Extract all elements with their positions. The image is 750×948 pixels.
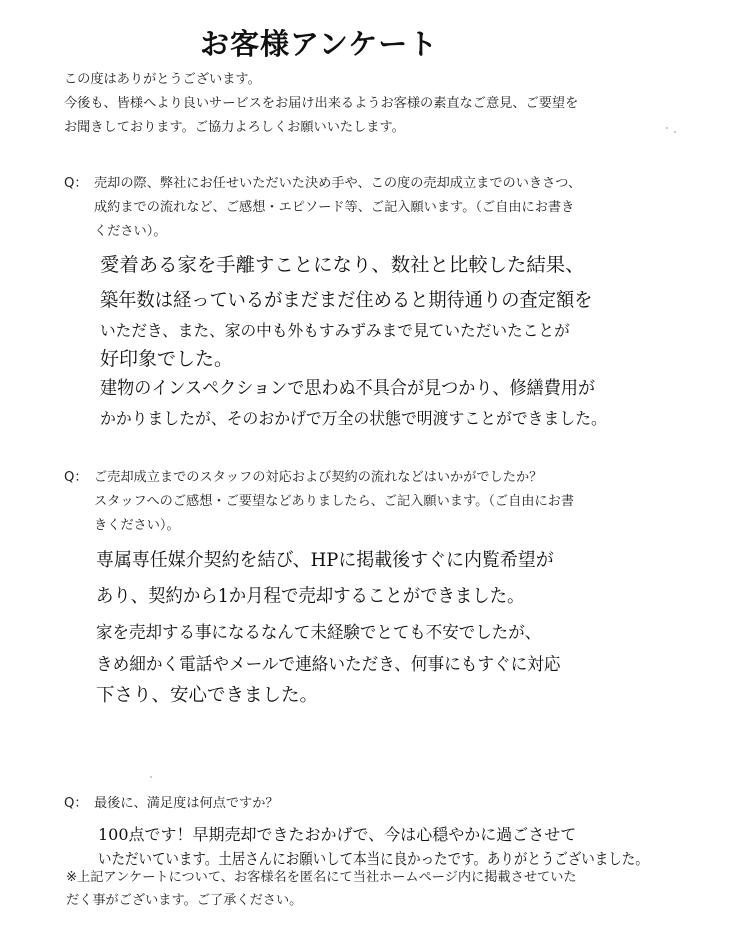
question-marker: Q：: [64, 796, 88, 811]
question-line: ください）。: [94, 224, 167, 239]
question-line: 売却の際、弊社にお任せいただいた決め手や、この度の売却成立までのいきさつ、: [94, 176, 582, 191]
intro-line: この度はありがとうございます。: [64, 72, 261, 87]
question-line: 成約までの流れなど、ご感想・エピソード等、ご記入願います。（ご自由にお書き: [94, 200, 575, 215]
scan-speck: [150, 776, 152, 778]
page-title: お客様アンケート: [200, 27, 439, 61]
footnote-line: ※上記アンケートについて、お客様名を匿名にて当社ホームページ内に掲載させていた: [66, 870, 577, 885]
question-3: [64, 792, 664, 816]
question-line: ご売却成立までのスタッフの対応および契約の流れなどはいかがでしたか？: [94, 470, 543, 485]
answer-3-line: いただいています。土居さんにお願いして本当に良かったです。ありがとうございました。: [98, 850, 649, 868]
question-line: スタッフへのご感想・ご要望などありましたら、ご記入願います。（ご自由にお書: [94, 494, 575, 509]
scan-speck: [674, 131, 676, 133]
answer-1-line: 築年数は経っているがまだまだ住めると期待通りの査定額を: [100, 289, 593, 311]
question-line: きください）。: [94, 518, 180, 533]
footnote-line: だく事がございます。ご了承ください。: [66, 893, 303, 908]
answer-2-line: きめ細かく電話やメールで連絡いただき、何事にもすぐに対応: [96, 655, 561, 675]
question-2: [64, 466, 664, 538]
answer-1-line: 愛着ある家を手離すことになり、数社と比較した結果、: [100, 254, 585, 276]
answer-2-line: 家を売却する事になるなんて未経験でとても不安でしたが、: [96, 623, 542, 643]
answer-1-line: かかりましたが、そのおかげで万全の状態で明渡すことができました。: [100, 409, 607, 428]
answer-2-line: あり、契約から1か月程で売却することができました。: [96, 586, 525, 607]
answer-2-line: 専属専任媒介契約を結び、HPに掲載後すぐに内覧希望が: [96, 550, 554, 571]
answer-1-line: 建物のインスペクションで思わぬ不具合が見つかり、修繕費用が: [100, 378, 596, 399]
footnote: [66, 866, 666, 912]
intro-line: 今後も、皆様へより良いサービスをお届け出来るようお客様の素直なご意見、ご要望を: [64, 96, 579, 111]
scan-speck: [666, 127, 668, 129]
answer-1-line: いただき、また、家の中も外もすみずみまで見ていただいたことが: [100, 321, 570, 340]
intro-text: [64, 68, 704, 140]
answer-1-line: 好印象でした。: [100, 348, 234, 370]
question-marker: Q：: [64, 176, 88, 191]
question-1: [64, 172, 664, 244]
answer-3-line: 100点です！早期売却できたおかげで、今は心穏やかに過ごさせて: [98, 825, 577, 844]
answer-2-line: 下さり、安心できました。: [96, 685, 319, 706]
question-marker: Q：: [64, 470, 88, 485]
question-line: 最後に、満足度は何点ですか？: [94, 796, 279, 811]
intro-line: お聞きしております。ご協力よろしくお願いいたします。: [64, 120, 405, 135]
